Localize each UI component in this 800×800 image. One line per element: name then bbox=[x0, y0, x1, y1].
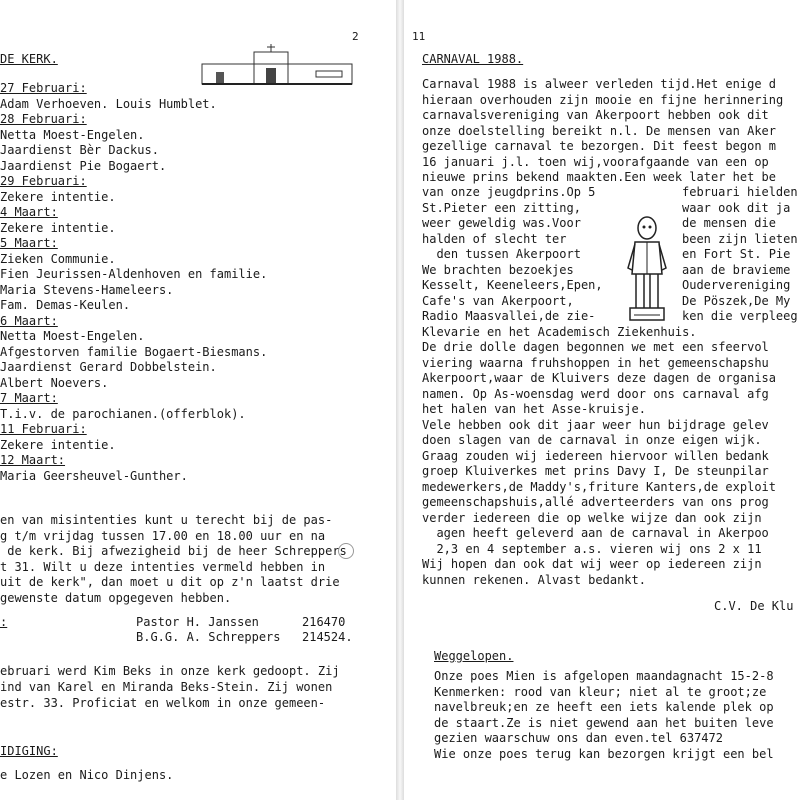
intention-line: Netta Moest-Engelen. bbox=[0, 127, 145, 142]
paragraph-line: waar ook dit ja bbox=[682, 200, 791, 215]
paragraph-line: navelbreuk;en ze heeft een iets kalende plek op bbox=[434, 700, 774, 714]
paragraph-line: en van misintenties kunt u terecht bij de pas- bbox=[0, 513, 333, 527]
paragraph-line: De drie dolle dagen begonnen we met een sfeervol bbox=[422, 340, 769, 354]
paragraph-line: De Pöszek,De My bbox=[682, 293, 791, 308]
paragraph-line: 16 januari j.l. toen wij,voorafgaande van een op bbox=[422, 154, 769, 169]
paragraph-line: verder iedereen die op welke wijze dan ook zijn bbox=[422, 510, 762, 525]
section-line: e Lozen en Nico Dinjens. bbox=[0, 768, 174, 782]
paragraph-line: gemeenschapshuis,allé adverteerders van ons prog bbox=[422, 495, 769, 509]
intention-line: Adam Verhoeven. Louis Humblet. bbox=[0, 96, 217, 111]
intention-line: Zekere intentie. bbox=[0, 189, 116, 204]
paragraph-line: Kenmerken: rood van kleur; niet al te groot;ze bbox=[434, 684, 767, 699]
paragraph-line: den tussen Akerpoort bbox=[422, 247, 581, 261]
paragraph-line: ken die verpleeg bbox=[682, 309, 798, 323]
paragraph-line: van onze jeugdprins.Op 5 bbox=[422, 185, 596, 199]
intention-line: Zekere intentie. bbox=[0, 437, 116, 452]
bleed-through-mark bbox=[338, 543, 354, 559]
paragraph-line: gezien waarschuw ons dan even.tel 637472 bbox=[434, 731, 723, 745]
paragraph-line: estr. 33. Proficiat en welkom in onze gemeen- bbox=[0, 696, 326, 710]
paragraph-line: Graag zouden wij iedereen hiervoor willen bedank bbox=[422, 448, 769, 463]
intention-date: 4 Maart: bbox=[0, 205, 58, 219]
signature: C.V. De Klu bbox=[714, 599, 794, 613]
intention-line: Maria Stevens-Hameleers. bbox=[0, 282, 174, 297]
paragraph-line: groep Kluiverkes met prins Davy I, De steunpilar bbox=[422, 464, 769, 478]
intention-date: 28 Februari: bbox=[0, 112, 87, 126]
paragraph-line: hieraan overhouden zijn mooie en fijne herinnering bbox=[422, 92, 784, 107]
intention-line: Zieken Communie. bbox=[0, 251, 116, 266]
intention-date: 29 Februari: bbox=[0, 174, 87, 188]
contact-phone: 214524. bbox=[302, 630, 353, 644]
paragraph-line: Vele hebben ook dit jaar weer hun bijdrage gelev bbox=[422, 417, 769, 432]
intention-line: Jaardienst Gerard Dobbelstein. bbox=[0, 360, 217, 374]
paragraph-line: halden of slecht ter bbox=[422, 231, 567, 246]
paragraph-line: St.Pieter een zitting, bbox=[422, 200, 581, 215]
intention-date: 6 Maart: bbox=[0, 313, 58, 328]
carnaval-heading: CARNAVAL 1988. bbox=[422, 52, 524, 66]
paragraph-line: doen slagen van de carnaval in onze eigen wijk. bbox=[422, 433, 762, 447]
paragraph-line: medewerkers,de Maddy's,friture Kanters,de exploit bbox=[422, 479, 777, 494]
page-gutter bbox=[396, 0, 404, 800]
intention-line: Albert Noevers. bbox=[0, 375, 109, 390]
paragraph-line: Cafe's van Akerpoort, bbox=[422, 293, 574, 308]
paragraph-line: Radio Maasvallei,de zie- bbox=[422, 309, 596, 323]
section-heading: IDIGING: bbox=[0, 744, 58, 758]
paragraph-line: gewenste datum opgegeven hebben. bbox=[0, 590, 232, 605]
intention-line: Jaardienst Bèr Dackus. bbox=[0, 143, 159, 157]
paragraph-line: g t/m vrijdag tussen 17.00 en 18.00 uur en na bbox=[0, 528, 326, 543]
paragraph-line: onze doelstelling bereikt n.l. De mensen van Aker bbox=[422, 123, 777, 138]
paragraph-line: Oudervereniging bbox=[682, 278, 791, 292]
page-number-left: 2 bbox=[352, 30, 359, 43]
paragraph-line: carnavalsvereniging van Akerpoort hebben ook dit bbox=[422, 108, 769, 122]
church-heading: DE KERK. bbox=[0, 52, 58, 66]
contact-name: Pastor H. Janssen bbox=[136, 615, 259, 629]
paragraph-line: en Fort St. Pie bbox=[682, 247, 791, 261]
intention-line: Netta Moest-Engelen. bbox=[0, 329, 145, 343]
paragraph-line: Akerpoort,waar de Kluivers deze dagen de organisa bbox=[422, 371, 777, 385]
paragraph-line: Carnaval 1988 is alweer verleden tijd.Het enige d bbox=[422, 77, 777, 91]
contact-name: B.G.G. A. Schreppers bbox=[136, 630, 281, 644]
paragraph-line: kunnen rekenen. Alvast bedankt. bbox=[422, 572, 646, 587]
paragraph-line: het halen van het Asse-kruisje. bbox=[422, 402, 646, 416]
paragraph-line: Wij hopen dan ook dat wij weer op iedereen zijn bbox=[422, 557, 762, 571]
paragraph-line: februari hielden bbox=[682, 185, 798, 199]
paragraph-line: de kerk. Bij afwezigheid bij de heer Schreppers bbox=[0, 544, 347, 558]
paragraph-line: We brachten bezoekjes bbox=[422, 262, 574, 277]
paragraph-line: nieuwe prins bekend maakten.Een week later het be bbox=[422, 170, 777, 184]
right-page bbox=[404, 0, 800, 800]
intention-line: Fien Jeurissen-Aldenhoven en familie. bbox=[0, 267, 268, 281]
paragraph-line: weer geweldig was.Voor bbox=[422, 216, 581, 230]
lost-cat-heading: Weggelopen. bbox=[434, 649, 514, 663]
intention-date: 27 Februari: bbox=[0, 81, 87, 95]
contacts-marker: : bbox=[0, 615, 8, 629]
paragraph-line: Kesselt, Keeneleers,Epen, bbox=[422, 278, 603, 292]
intention-date: 12 Maart: bbox=[0, 453, 66, 467]
paragraph-line: Onze poes Mien is afgelopen maandagnacht 15-2-8 bbox=[434, 669, 774, 683]
carnival-figure-illustration-icon bbox=[622, 216, 672, 326]
paragraph-line: 2,3 en 4 september a.s. vieren wij ons 2 x 11 bbox=[422, 541, 762, 556]
paragraph-line: uit de kerk", dan moet u dit op z'n laatst drie bbox=[0, 575, 340, 589]
paragraph-line: aan de bravieme bbox=[682, 262, 791, 277]
paragraph-line: viering waarna fruhshoppen in het gemeenschapshu bbox=[422, 355, 769, 370]
intention-line: Afgestorven familie Bogaert-Biesmans. bbox=[0, 344, 268, 359]
paragraph-line: namen. Op As-woensdag werd door ons carnaval afg bbox=[422, 386, 769, 401]
paragraph-line: ebruari werd Kim Beks in onze kerk gedoopt. Zij bbox=[0, 664, 340, 678]
intention-date: 5 Maart: bbox=[0, 236, 58, 250]
paragraph-line: de staart.Ze is niet gewend aan het buiten leve bbox=[434, 715, 774, 730]
intention-line: T.i.v. de parochianen.(offerblok). bbox=[0, 406, 246, 421]
intention-line: Fam. Demas-Keulen. bbox=[0, 298, 131, 312]
intention-date: 11 Februari: bbox=[0, 422, 87, 436]
page-number-right: 11 bbox=[412, 30, 426, 43]
church-illustration-icon bbox=[198, 44, 356, 86]
paragraph-line: ind van Karel en Miranda Beks-Stein. Zij wonen bbox=[0, 680, 333, 694]
paragraph-line: gezellige carnaval te bezorgen. Dit feest begon m bbox=[422, 139, 777, 153]
paragraph-line: t 31. Wilt u deze intenties vermeld hebben in bbox=[0, 559, 326, 574]
paragraph-line: agen heeft geleverd aan de carnaval in Akerpoo bbox=[422, 526, 769, 540]
intention-line: Maria Geersheuvel-Gunther. bbox=[0, 468, 188, 483]
left-page bbox=[0, 0, 396, 800]
paragraph-line: de mensen die bbox=[682, 216, 776, 230]
intention-line: Zekere intentie. bbox=[0, 220, 116, 235]
paragraph-line: Wie onze poes terug kan bezorgen krijgt een bel bbox=[434, 746, 774, 761]
paragraph-line: Klevarie en het Academisch Ziekenhuis. bbox=[422, 324, 697, 339]
intention-date: 7 Maart: bbox=[0, 391, 58, 405]
contact-phone: 216470 bbox=[302, 615, 346, 629]
intention-line: Jaardienst Pie Bogaert. bbox=[0, 158, 167, 173]
paragraph-line: been zijn lieten bbox=[682, 231, 798, 246]
